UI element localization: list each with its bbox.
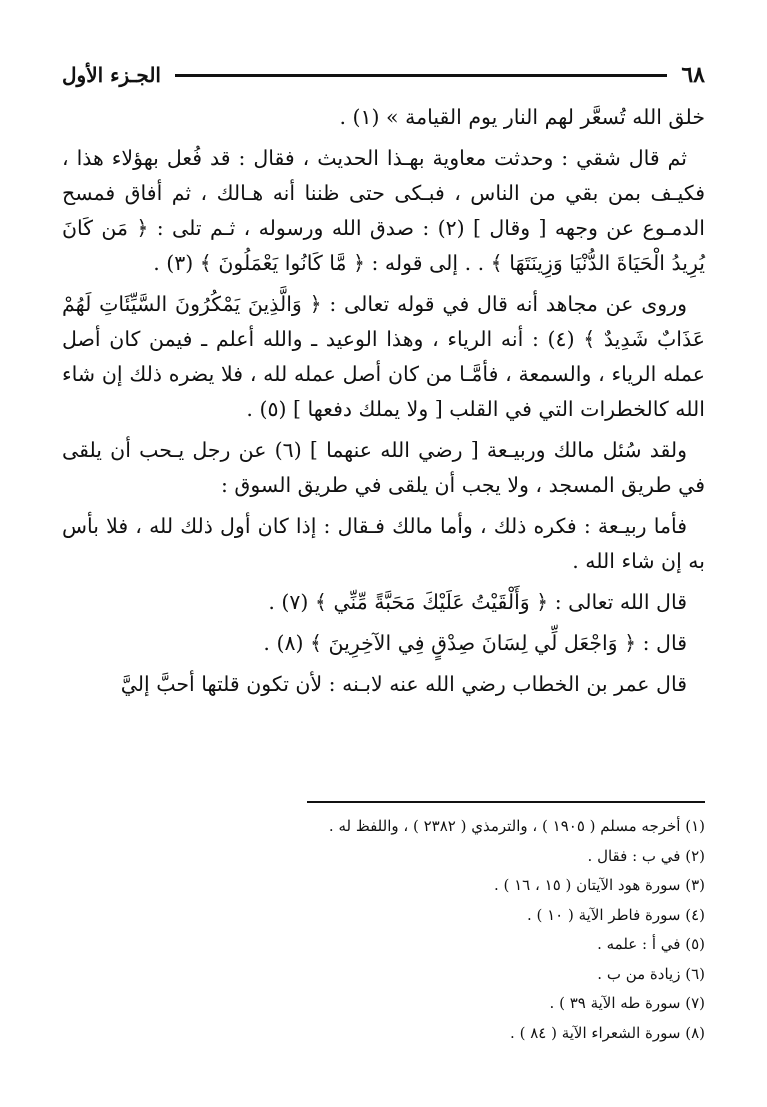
- paragraph: ولقد سُئل مالك وربيـعة [ رضي الله عنهما ] (٦) عن رجل يـحب أن يلقى في طريق المسجد ، ولا يجب أن يلقى في طريق السوق :: [62, 438, 705, 497]
- footnote: (٣) سورة هود الآيتان ( ١٥ ، ١٦ ) .: [493, 876, 705, 894]
- paragraph: قال الله تعالى : ﴿ وَأَلْقَيْتُ عَلَيْكَ مَحَبَّةً مِّنِّي ﴾ (٧) .: [268, 590, 687, 614]
- paragraph: ثم قال شقي : وحدثت معاوية بهـذا الحديث ، فقال : قد فُعل بهؤلاء هذا ، فكيـف بمن بقي من الناس ، فبـكى حتى ظننا أنه هـالك ، ثم أفاق فمسح الدمـوع عن وجهه [ وقال ] (٢) : صدق الله ورسوله ، ثـم تلى : ﴿ مَن كَانَ يُرِيدُ الْحَيَاةَ الدُّنْيَا وَزِينَتَهَا ﴾ . . إلى قوله : ﴿ مَّا كَانُوا يَعْمَلُونَ ﴾ (٣) .: [62, 146, 705, 275]
- page-number: ٦٨: [681, 62, 705, 88]
- footnote: (٥) في أ : علمه .: [597, 935, 705, 953]
- footnote: (٧) سورة طه الآية ٣٩ ) .: [549, 994, 705, 1012]
- footnotes: [62, 812, 705, 1048]
- paragraph: وروى عن مجاهد أنه قال في قوله تعالى : ﴿ وَالَّذِينَ يَمْكُرُونَ السَّيِّئَاتِ لَهُمْ عَذَابٌ شَدِيدٌ ﴾ (٤) : أنه الرياء ، وهذا الوعيد ـ والله أعلم ـ فيمن كان أصل عمله الرياء ، والسمعة ، فأمَّـا من كان أصل عمله لله ، فلا يضره ذلك إن شاء الله كالخطرات التي في القلب [ ولا يملك دفعها ] (٥) .: [62, 292, 705, 421]
- page-header: [62, 58, 705, 92]
- body-text: [62, 100, 705, 708]
- paragraph: خلق الله تُسعَّر لهم النار يوم القيامة » (١) .: [339, 105, 705, 129]
- footnote: (٨) سورة الشعراء الآية ( ٨٤ ) .: [510, 1023, 705, 1042]
- header-rule: [175, 74, 667, 77]
- running-title: الجـزء الأول: [62, 63, 161, 87]
- footnote: (٦) زيادة من ب .: [597, 964, 705, 983]
- paragraph: فأما ربيـعة : فكره ذلك ، وأما مالك فـقال : إذا كان أول ذلك لله ، فلا بأس به إن شاء الله .: [62, 514, 705, 573]
- footnote-separator: [307, 801, 705, 803]
- paragraph: قال عمر بن الخطاب رضي الله عنه لابـنه : لأن تكون قلتها أحبَّ إليَّ: [120, 672, 687, 696]
- footnote: (٢) في ب : فقال .: [587, 846, 705, 865]
- footnote: (١) أخرجه مسلم ( ١٩٠٥ ) ، والترمذي ( ٢٣٨٢ ) ، واللفظ له .: [328, 817, 705, 835]
- paragraph: قال : ﴿ وَاجْعَل لِّي لِسَانَ صِدْقٍ فِي الآخِرِينَ ﴾ (٨) .: [263, 631, 687, 655]
- footnote: (٤) سورة فاطر الآية ( ١٠ ) .: [526, 905, 705, 924]
